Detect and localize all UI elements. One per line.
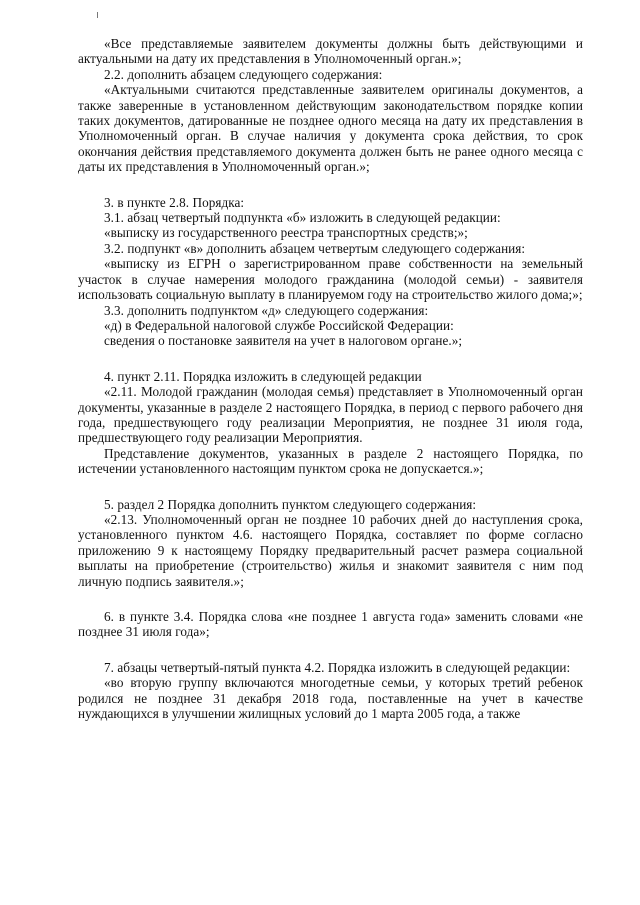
paragraph-17: 6. в пункте 3.4. Порядка слова «не позднее 1 августа года» заменить словами «не позднее 31 июля года»;	[78, 609, 583, 640]
paragraph-16: «2.13. Уполномоченный орган не позднее 10 рабочих дней до наступления срока, установленного пунктом 4.6. настоящего Порядка, составляет по форме согласно приложению 9 к настоящему Порядку предварительный расчет размера социальной выплаты на приобретение (строительство) жилья и знакомит заявителя с ним под личную подпись заявителя.»;	[78, 511, 583, 589]
paragraph-9: 3.3. дополнить подпунктом «д» следующего содержания:	[104, 302, 429, 318]
paragraph-2: 2.2. дополнить абзацем следующего содержания:	[104, 66, 383, 82]
paragraph-6: «выписку из государственного реестра транспортных средств;»;	[104, 225, 468, 241]
paragraph-7: 3.2. подпункт «в» дополнить абзацем четвертым следующего содержания:	[104, 240, 526, 256]
paragraph-5: 3.1. абзац четвертый подпункта «б» изложить в следующей редакции:	[104, 210, 501, 226]
spacer-4	[78, 589, 583, 609]
paragraph-18: 7. абзацы четвертый-пятый пункта 4.2. Порядка изложить в следующей редакции:	[104, 659, 571, 675]
paragraph-3: «Актуальными считаются представленные заявителем оригиналы документов, а также заверенные в установленном действующим законодательством порядке копии таких документов, датированные не позднее одного месяца на дату их представления в Уполномоченный орган. В случае наличия у документа срока действия, то срок окончания действия представляемого документа должен быть не ранее одного месяца с даты их представления в Уполномоченный орган.»;	[78, 82, 583, 175]
spacer-5	[78, 640, 583, 660]
spacer-2	[78, 349, 583, 369]
paragraph-14: Представление документов, указанных в разделе 2 настоящего Порядка, по истечении установленного настоящим пунктом срока не допускается.»;	[78, 445, 583, 477]
spacer-1	[78, 175, 583, 195]
paragraph-15: 5. раздел 2 Порядка дополнить пунктом следующего содержания:	[104, 496, 477, 512]
scan-mark	[97, 12, 98, 18]
paragraph-10: «д) в Федеральной налоговой службе Российской Федерации:	[104, 317, 454, 333]
paragraph-8: «выписку из ЕГРН о зарегистрированном праве собственности на земельный участок в случае намерения молодого гражданина (молодой семьи) - заявителя использовать социальную выплату в планируемом году на строительство жилого дома;»;	[78, 256, 583, 303]
paragraph-19: «во вторую группу включаются многодетные семьи, у которых третий ребенок родился не позднее 31 декабря 2018 года, поставленные на учет в качестве нуждающихся в улучшении жилищных условий до 1 марта 2005 года, а также	[78, 675, 583, 722]
paragraph-1: «Все представляемые заявителем документы должны быть действующими и актуальными на дату их представления в Уполномоченный орган.»;	[78, 36, 583, 67]
document-body	[78, 36, 583, 721]
paragraph-4: 3. в пункте 2.8. Порядка:	[104, 194, 245, 210]
spacer-3	[78, 477, 583, 497]
paragraph-11: сведения о постановке заявителя на учет в налоговом органе.»;	[104, 333, 463, 349]
paragraph-12: 4. пункт 2.11. Порядка изложить в следующей редакции	[104, 368, 422, 384]
paragraph-13: «2.11. Молодой гражданин (молодая семья) представляет в Уполномоченный орган документы, указанные в разделе 2 настоящего Порядка, в период с первого рабочего дня года, предшествующего году реализации Мероприятия, не позднее 31 июля года, предшествующего году реализации Мероприятия.	[78, 384, 583, 446]
